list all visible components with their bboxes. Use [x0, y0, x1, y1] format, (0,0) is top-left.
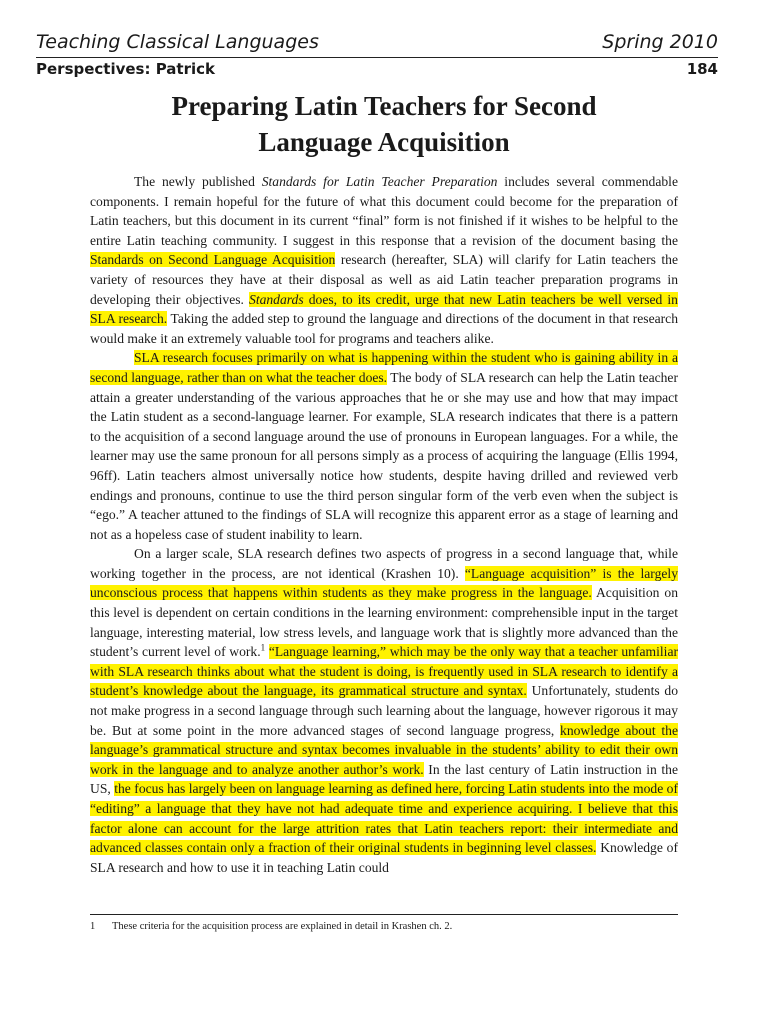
text-run: Standards for Latin Teacher Preparation — [261, 174, 498, 189]
highlighted-text: Standards — [249, 291, 304, 307]
text-run: On a larger scale, SLA research defines two aspects of progress in a second language that, while working together in the process, are not identical (Krashen 10). — [90, 546, 678, 581]
section-header — [36, 59, 718, 79]
page-number: 184 — [686, 60, 718, 78]
text-run: Unfortunately, students do not make progress in a second language through such learning about the language, however rigorous it may be. But at some point in the more advanced stages of second language progress, — [90, 683, 678, 738]
text-run: research (hereafter, SLA) will clarify for Latin teachers the variety of resources they have at their disposal as well as aid Latin teacher preparation programs in developing their objectives. — [90, 252, 678, 307]
footnote-text: These criteria for the acquisition process are explained in detail in Krashen ch. 2. — [112, 921, 453, 932]
body-paragraph — [90, 172, 678, 348]
text-run: The body of SLA research can help the Latin teacher attain a greater understanding of the various approaches that he or she may use and how that may impact the Latin student as a second-language learner. For example, SLA research indicates that there is a pattern to the acquisition of a second language around the use of pronouns in European languages. For a while, the learner may use the same pronoun for all persons simply as a process of acquiring the language (Ellis 1994, 96ff). Latin teachers almost universally notice how students, despite having drilled and reviewed verb endings and pronouns, continue to use the third person singular form of the verb even when the subject is “ego.” A teacher attuned to the findings of SLA will recognize this apparent error as a stage of learning and not as a hopeless case of student inability to learn. — [90, 369, 678, 542]
article-body — [90, 172, 678, 877]
issue-label: Spring 2010 — [602, 31, 718, 53]
text-run: The newly published — [134, 174, 262, 189]
title-line-2: Language Acquisition — [258, 127, 510, 157]
footnote-number: 1 — [90, 921, 96, 932]
text-run: In the last century of Latin instruction in the US, — [90, 761, 678, 797]
text-run: includes several commendable components. I remain hopeful for the future of what this document could become for the preparation of Latin teachers, but this document in its current “final” form is not finished if it wishes to be helpful to the entire Latin teaching community. I suggest in this response that a revision of the document basing the — [90, 174, 678, 248]
text-run: Acquisition on this level is dependent on certain conditions in the learning environment: comprehensible input in the target language, interesting material, low stress levels, and language work that is slightly more advanced than the student’s current level of work. — [90, 585, 678, 660]
highlighted-text: “Language learning,” which may be the only way that a teacher unfamiliar with SLA research thinks about what the student is doing, is frequently used in SLA research to identify a student’s knowledge about the language, its grammatical structure and syntax. — [90, 644, 679, 699]
body-paragraph — [90, 348, 678, 544]
header-rule — [36, 57, 718, 58]
text-run: Knowledge of SLA research and how to use it in teaching Latin could — [90, 840, 678, 875]
body-paragraph — [90, 544, 678, 877]
highlighted-text: Standards on Second Language Acquisition — [90, 252, 336, 268]
highlighted-text: SLA research focuses primarily on what is happening within the student who is gaining ability in a second language, rather than on what the teacher does. — [90, 350, 678, 385]
journal-title: Teaching Classical Languages — [36, 31, 319, 53]
running-header — [36, 30, 718, 54]
section-label: Perspectives: Patrick — [36, 60, 215, 78]
title-line-1: Preparing Latin Teachers for Second — [171, 91, 597, 121]
footnote-ref: 1 — [260, 642, 266, 653]
article-title — [90, 88, 678, 160]
highlighted-text: knowledge about the language’s grammatical structure and syntax becomes invaluable in the students’ ability to edit their own work in the language and to analyze another author’s work. — [90, 722, 678, 777]
highlighted-text: “Language acquisition” is the largely unconscious process that happens within students as they make progress in the language. — [90, 565, 678, 601]
footnote-rule — [90, 914, 678, 915]
highlighted-text: does, to its credit, urge that new Latin teachers be well versed in SLA research. — [90, 291, 678, 327]
highlighted-text: the focus has largely been on language learning as defined here, forcing Latin students into the mode of “editing” a language that they have not had adequate time and experience acquiring. I believe that this factor alone can account for the large attrition rates that Latin teachers report: their intermediate and advanced classes contain only a fraction of their original students in beginning level classes. — [90, 781, 678, 856]
text-run: Taking the added step to ground the language and directions of the document in that research would make it an extremely valuable tool for programs and teachers alike. — [90, 311, 678, 346]
footnote — [90, 920, 678, 934]
